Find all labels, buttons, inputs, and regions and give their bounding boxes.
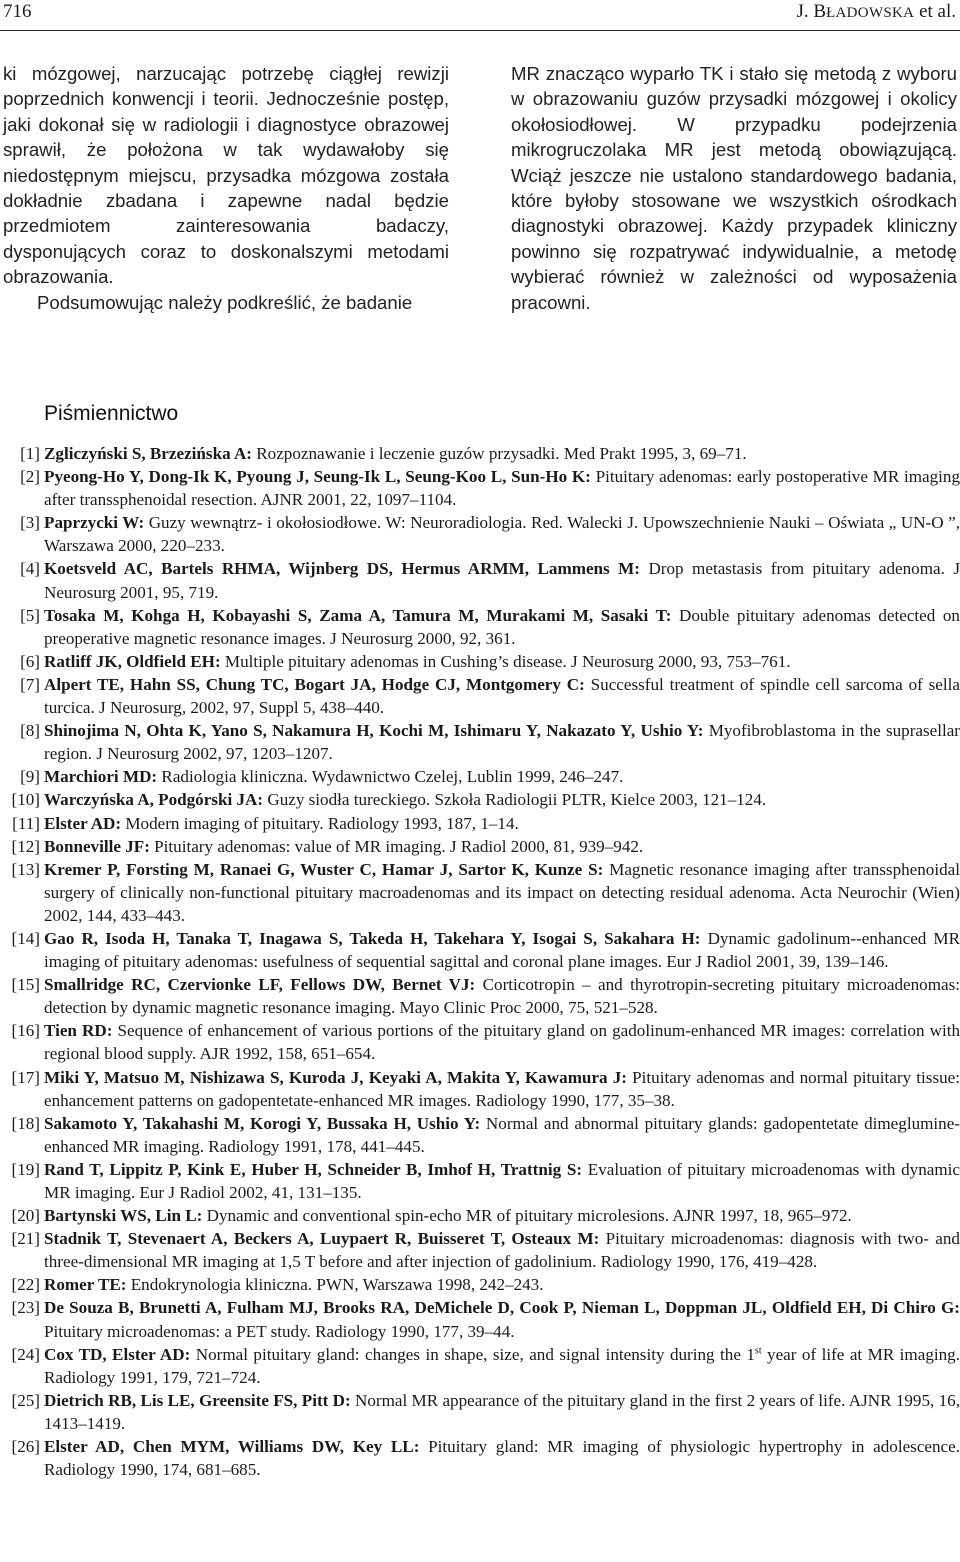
reference-citation: Pituitary microadenomas: a PET study. Radiology 1990, 177, 39–44. [44,1321,515,1341]
reference-item [0,1273,960,1296]
reference-authors: Kremer P, Forsting M, Ranaei G, Wuster C, Hamar J, Sartor K, Kunze S: [44,859,604,879]
reference-item [0,788,960,811]
running-head-surname: ŁADOWSKA [826,5,915,21]
reference-item [0,465,960,511]
reference-number: [8] [20,721,40,741]
running-head [797,1,957,24]
reference-authors: Sakamoto Y, Takahashi M, Korogi Y, Bussaka H, Ushio Y: [44,1113,481,1133]
reference-authors: Tien RD: [44,1021,113,1041]
reference-item [0,1066,960,1112]
reference-number: [9] [20,767,40,787]
reference-citation: Normal pituitary gland: changes in shape, size, and signal intensity during the 1 [190,1344,755,1364]
reference-list [0,442,960,1481]
page-header [0,0,960,34]
reference-authors: Elster AD, Chen MYM, Williams DW, Key LL: [44,1437,420,1457]
body-paragraph: MR znacząco wyparło TK i stało się metodą z wyboru w obrazowaniu guzów przysadki mózgowej i okolicy okołosiodłowej. W przypadku podejrzenia mikrogruczolaka MR jest metodą obowiązującą. Wciąż jeszcze nie ustalono standardowego badania, które byłoby stosowane we wszystkich ośrodkach diagnostyki obrazowej. Każdy przypadek kliniczny powinno się rozpatrywać indywidualnie, a metodę wybierać również w zależności od wyposażenia pracowni. [511,63,957,313]
reference-authors: Dietrich RB, Lis LE, Greensite FS, Pitt D: [44,1390,351,1410]
reference-item [0,1389,960,1435]
reference-number: [25] [11,1390,40,1410]
references-heading: Piśmiennictwo [44,402,179,425]
reference-citation: Endokrynologia kliniczna. PWN, Warszawa 1998, 242–243. [126,1275,544,1295]
reference-item [0,557,960,603]
reference-item [0,511,960,557]
reference-number: [13] [11,859,40,879]
reference-number: [24] [11,1344,40,1364]
reference-citation: Pituitary gland: MR imaging of physiologic hypertrophy in adolescence. Radiology 1990, 174, 681–685. [44,1437,960,1480]
body-paragraph: Podsumowując należy podkreślić, że badanie [37,291,413,313]
reference-authors: Smallridge RC, Czervionke LF, Fellows DW, Bernet VJ: [44,975,476,995]
reference-number: [12] [11,836,40,856]
reference-authors: De Souza B, Brunetti A, Fulham MJ, Brooks RA, DeMichele D, Cook P, Nieman L, Doppman JL, Oldfield EH, Di Chiro G: [44,1298,960,1318]
reference-item [0,673,960,719]
reference-number: [3] [20,513,40,533]
reference-number: [23] [11,1298,40,1318]
reference-number: [16] [11,1021,40,1041]
reference-superscript: st [754,1344,762,1356]
reference-number: [11] [12,813,40,833]
reference-citation: Normal and abnormal pituitary glands: gadopentetate dimeglumine-enhanced MR imaging. Radiology 1991, 178, 441–445. [44,1113,960,1156]
reference-citation: Pituitary microadenomas: diagnosis with two- and three-dimensional MR imaging at 1,5 T before and after injection of gadolinium. Radiology 1990, 176, 419–428. [44,1229,960,1272]
reference-item [0,927,960,973]
reference-item [0,1296,960,1342]
reference-citation: Magnetic resonance imaging after transsphenoidal surgery of clinically non-functional pituitary macroadenomas and its impact on detecting residual adenoma. Acta Neurochir (Wien) 2002, 144, 433–443. [44,859,960,925]
reference-citation: Multiple pituitary adenomas in Cushing’s disease. J Neurosurg 2000, 93, 753–761. [220,651,791,671]
reference-number: [1] [20,444,40,463]
reference-number: [10] [11,790,40,810]
reference-item [0,1204,960,1227]
left-column [3,61,449,315]
reference-number: [19] [11,1159,40,1179]
reference-citation: Double pituitary adenomas detected on preoperative magnetic resonance images. J Neurosurg 2000, 92, 361. [44,605,960,648]
reference-authors: Ratliff JK, Oldfield EH: [44,651,221,671]
reference-authors: Elster AD: [44,813,122,833]
reference-citation: Guzy siodła tureckiego. Szkoła Radiologii PLTR, Kielce 2003, 121–124. [263,790,767,810]
reference-item [0,1343,960,1389]
reference-item [0,812,960,835]
reference-authors: Gao R, Isoda H, Tanaka T, Inagawa S, Takeda H, Takehara Y, Isogai S, Sakahara H: [44,928,701,948]
reference-item [0,858,960,927]
running-head-initial: J. B [796,1,827,22]
reference-item [0,604,960,650]
reference-authors: Paprzycki W: [44,513,145,533]
body-paragraph: ki mózgowej, narzucając potrzebę ciągłej rewizji poprzednich konwencji i teorii. Jednocześnie postęp, jaki dokonał się w radiologii i diagnostyce obrazowej sprawił, że położona w tak wydawałoby się niedostępnym miejscu, przysadka mózgowa została dokładnie zbadana i zapewne nadal będzie przedmiotem zainteresowania badaczy, dysponujących coraz to doskonalszymi metodami obrazowania. [3,63,449,288]
reference-citation: Sequence of enhancement of various portions of the pituitary gland on gadolinum-enhanced MR images: correlation with regional blood supply. AJR 1992, 158, 651–654. [44,1021,960,1064]
reference-citation: Radiologia kliniczna. Wydawnictwo Czelej, Lublin 1999, 246–247. [157,767,624,787]
reference-authors: Miki Y, Matsuo M, Nishizawa S, Kuroda J, Keyaki A, Makita Y, Kawamura J: [44,1067,627,1087]
reference-number: [6] [20,651,40,671]
reference-number: [15] [11,975,40,995]
reference-authors: Koetsveld AC, Bartels RHMA, Wijnberg DS, Hermus ARMM, Lammens M: [44,559,640,579]
reference-authors: Cox TD, Elster AD: [44,1344,191,1364]
reference-number: [21] [11,1229,40,1249]
header-rule [0,30,960,31]
reference-citation: Pituitary adenomas: value of MR imaging. J Radiol 2000, 81, 939–942. [149,836,644,856]
reference-citation: Modern imaging of pituitary. Radiology 1993, 187, 1–14. [121,813,519,833]
reference-item [0,719,960,765]
reference-number: [14] [11,928,40,948]
reference-item [0,650,960,673]
reference-citation: Myofibroblastoma in the suprasellar region. J Neurosurg 2002, 97, 1203–1207. [44,721,960,764]
reference-number: [5] [20,605,40,625]
reference-number: [17] [11,1067,40,1087]
reference-citation: Dynamic and conventional spin-echo MR of pituitary microlesions. AJNR 1997, 18, 965–972. [202,1206,852,1226]
page-number: 716 [3,1,32,22]
reference-authors: Shinojima N, Ohta K, Yano S, Nakamura H, Kochi M, Ishimaru Y, Nakazato Y, Ushio Y: [44,721,704,741]
reference-citation: Rozpoznawanie i leczenie guzów przysadki. Med Prakt 1995, 3, 69–71. [252,444,747,463]
reference-citation: Normal MR appearance of the pituitary gland in the first 2 years of life. AJNR 1995, 16, 1413–1419. [44,1390,960,1433]
reference-number: [26] [11,1437,40,1457]
reference-authors: Zgliczyński S, Brzezińska A: [44,444,252,463]
reference-item [0,1227,960,1273]
reference-item [0,1019,960,1065]
reference-number: [2] [20,467,40,487]
reference-citation: Dynamic gadolinum--enhanced MR imaging of pituitary adenomas: usefulness of sequential sagittal and coronal plane images. Eur J Radiol 2001, 39, 139–146. [44,928,960,972]
reference-authors: Rand T, Lippitz P, Kink E, Huber H, Schneider B, Imhof H, Trattnig S: [44,1159,583,1179]
reference-number: [18] [11,1113,40,1133]
reference-authors: Pyeong-Ho Y, Dong-Ik K, Pyoung J, Seung-Ik L, Seung-Koo L, Sun-Ho K: [44,467,591,487]
reference-authors: Tosaka M, Kohga H, Kobayashi S, Zama A, Tamura M, Murakami M, Sasaki T: [44,605,672,625]
reference-number: [20] [11,1206,40,1226]
reference-authors: Bonneville JF: [44,836,150,856]
reference-citation: Pituitary adenomas and normal pituitary tissue: enhancement patterns on gadopentetate-enhanced MR images. Radiology 1990, 177, 35–38. [44,1067,960,1110]
reference-authors: Romer TE: [44,1275,127,1295]
reference-number: [7] [20,674,40,694]
reference-authors: Alpert TE, Hahn SS, Chung TC, Bogart JA, Hodge CJ, Montgomery C: [44,674,585,694]
reference-item [0,1435,960,1481]
reference-citation: Corticotropin – and thyrotropin-secreting pituitary microadenomas: detection by dynamic magnetic resonance imaging. Mayo Clinic Proc 2000, 75, 521–528. [44,975,960,1018]
reference-item [0,765,960,788]
reference-citation: Pituitary adenomas: early postoperative MR imaging after transsphenoidal resection. AJNR 2001, 22, 1097–1104. [44,467,960,510]
reference-citation: Guzy wewnątrz- i okołosiodłowe. W: Neuroradiologia. Red. Walecki J. Upowszechnienie Nauki – Oświata „ UN-O ”, Warszawa 2000, 220–233. [44,513,960,556]
reference-citation-continued: year of life at MR imaging. Radiology 1991, 179, 721–724. [44,1344,960,1387]
reference-authors: Bartynski WS, Lin L: [44,1206,203,1226]
reference-item [0,442,960,465]
reference-authors: Stadnik T, Stevenaert A, Beckers A, Luypaert R, Buisseret T, Osteaux M: [44,1229,600,1249]
reference-number: [22] [11,1275,40,1295]
reference-authors: Warczyńska A, Podgórski JA: [44,790,264,810]
right-column [511,61,957,315]
reference-item [0,1158,960,1204]
reference-citation: Successful treatment of spindle cell sarcoma of sella turcica. J Neurosurg, 2002, 97, Suppl 5, 438–440. [44,674,960,718]
reference-citation: Drop metastasis from pituitary adenoma. J Neurosurg 2001, 95, 719. [44,559,960,602]
reference-citation: Evaluation of pituitary microadenomas with dynamic MR imaging. Eur J Radiol 2002, 41, 131–135. [44,1159,960,1202]
reference-item [0,1112,960,1158]
reference-authors: Marchiori MD: [44,767,158,787]
reference-item [0,835,960,858]
reference-item [0,973,960,1019]
reference-number: [4] [20,559,40,579]
running-head-suffix: et al. [914,1,956,22]
